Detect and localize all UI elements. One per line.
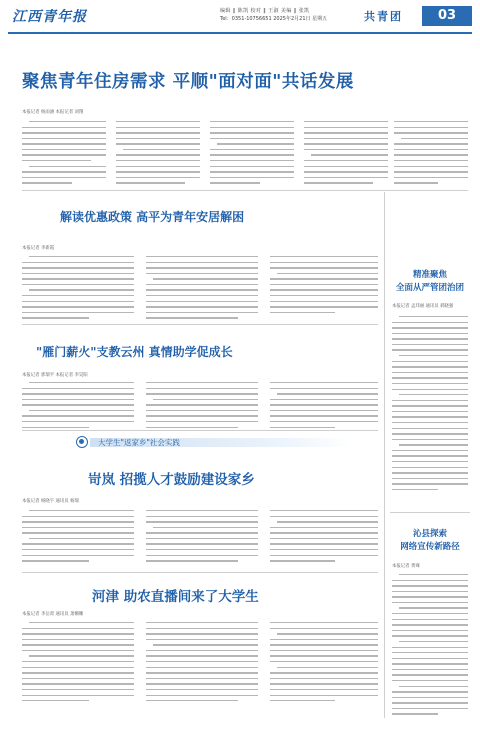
main-text-col-3	[210, 121, 294, 188]
divider-4	[22, 572, 378, 573]
sidebar1-text	[392, 316, 468, 495]
masthead-rule	[8, 32, 472, 34]
divider-1	[22, 190, 468, 191]
banner-text: 大学生"返家乡"社会实践	[98, 438, 180, 447]
story2-text-col-1	[22, 256, 134, 323]
story3-text-col-3	[270, 382, 378, 432]
page-number: 03	[422, 6, 472, 26]
main-text-col-4	[304, 121, 388, 188]
story5-text-col-2	[146, 622, 258, 706]
story3-headline: "雁门薪火"支教云州 真情助学促成长	[36, 345, 233, 359]
section-banner	[76, 436, 356, 449]
section-name: 共青团	[364, 10, 403, 23]
story3-text-col-1	[22, 382, 134, 432]
story5-byline: 本报记者 李岳霄 通讯员 萧姗姗	[22, 612, 84, 617]
circle-bullet-icon	[76, 436, 88, 448]
story3-byline: 本报记者 郭瑞平 本报记者 李昊阳	[22, 373, 88, 378]
main-text-col-2	[116, 121, 200, 188]
story2-headline: 解读优惠政策 高平为青年安居解困	[60, 210, 245, 224]
newspaper-logo: 江西青年报	[12, 9, 87, 25]
story4-text-col-3	[270, 510, 378, 566]
sidebar1-title-line1: 精准聚焦	[412, 270, 447, 280]
story5-text-col-3	[270, 622, 378, 706]
story5-headline: 河津 助农直播间来了大学生	[92, 589, 259, 605]
sidebar2-byline: 本报记者 黄骞	[392, 564, 420, 569]
story2-byline: 本报记者 李新霞	[22, 246, 55, 251]
divider-2	[22, 324, 378, 325]
contact-date: Tel：0351-10756651 2025年2月21日 星期五	[220, 16, 328, 22]
story4-byline: 本报记者 杨晓宇 通讯员 杨瑞	[22, 499, 79, 504]
masthead	[8, 6, 472, 30]
sidebar1-title-line2: 全面从严管团治团	[395, 283, 464, 293]
sidebar2-title-line1: 沁县探索	[412, 529, 447, 539]
divider-3	[22, 430, 378, 431]
sidebar-divider	[384, 192, 385, 718]
story2-text-col-3	[270, 256, 378, 317]
story4-text-col-1	[22, 510, 134, 566]
editor-credits: 编辑 ‖ 陈凯 校对 ‖ 王淑 美编 ‖ 张凯	[220, 8, 310, 14]
story5-text-col-1	[22, 622, 134, 706]
main-byline: 本报记者 杨雨涵 本报记者 刘翔	[22, 110, 84, 115]
story4-text-col-2	[146, 510, 258, 566]
sidebar2-text	[392, 574, 468, 719]
sidebar-divider-2	[390, 512, 470, 513]
sidebar1-byline: 本报记者 孟玮丽 通讯员 郝晓强	[392, 304, 454, 309]
main-text-col-1	[22, 121, 106, 188]
main-text-col-5	[394, 121, 468, 188]
story4-headline: 岢岚 招揽人才鼓励建设家乡	[88, 472, 255, 488]
story2-text-col-2	[146, 256, 258, 323]
main-headline: 聚焦青年住房需求 平顺"面对面"共话发展	[22, 72, 354, 92]
sidebar2-title-line2: 网络宣传新路径	[400, 542, 460, 552]
story3-text-col-2	[146, 382, 258, 432]
